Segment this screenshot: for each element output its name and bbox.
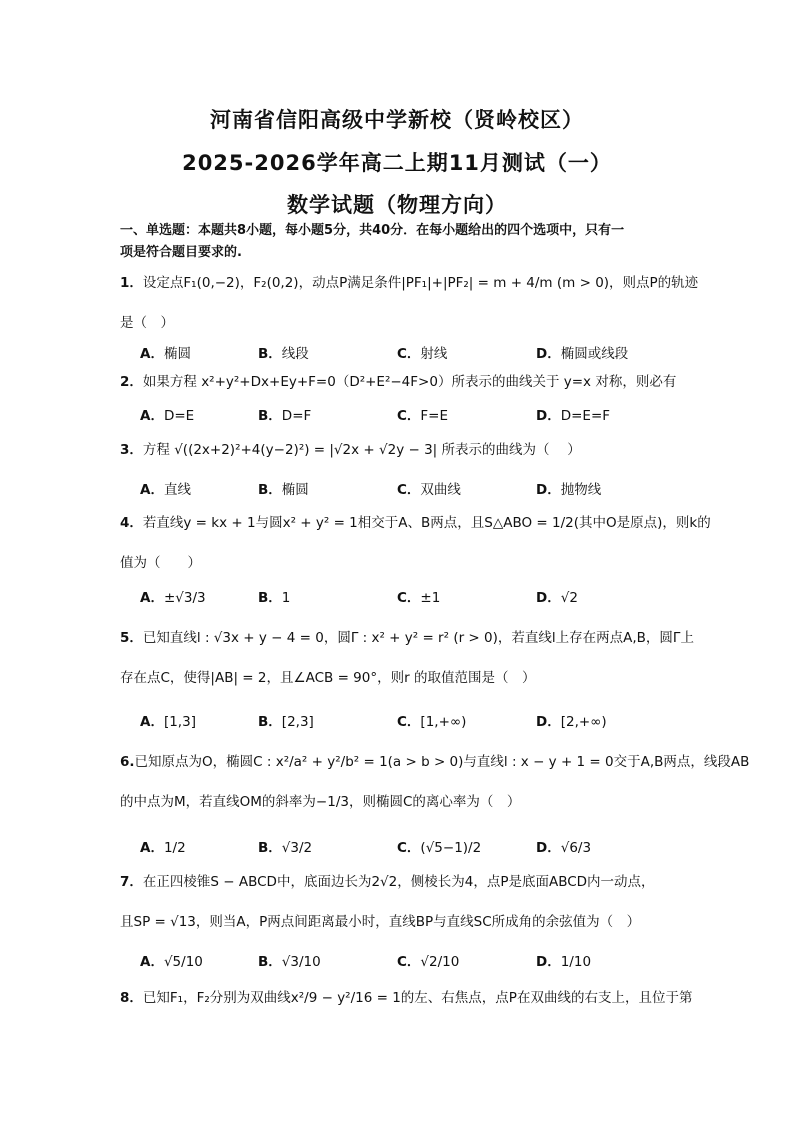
option-b[interactable]: B．线段 — [258, 346, 309, 362]
option-d[interactable]: D．D=E=F — [536, 408, 611, 424]
section-line-2: 项是符合题目要求的. — [120, 245, 242, 260]
option-c[interactable]: C．双曲线 — [397, 482, 461, 498]
options-q3 — [140, 478, 700, 504]
question-number: 2． — [120, 374, 143, 390]
question-text-cont: 是（ ） — [120, 315, 174, 331]
option-d[interactable]: D．√6/3 — [536, 840, 592, 856]
question-8 — [120, 978, 693, 1018]
option-c[interactable]: C．±1 — [397, 590, 441, 606]
option-b[interactable]: B．√3/2 — [258, 840, 313, 856]
question-1 — [120, 263, 699, 343]
option-a[interactable]: A．1/2 — [140, 840, 186, 856]
option-b[interactable]: B．1 — [258, 590, 291, 606]
question-number: 7． — [120, 874, 143, 890]
question-text: 已知原点为O，椭圆C : x²/a² + y²/b² = 1(a > b > 0)与直线l : x − y + 1 = 0交于A,B两点，线段AB — [134, 754, 750, 770]
option-c[interactable]: C．√2/10 — [397, 954, 460, 970]
question-text: 方程 √((2x+2)²+4(y−2)²) = |√2x + √2y − 3| 所表示的曲线为（ ） — [142, 442, 581, 458]
subject-title: 数学试题（物理方向） — [287, 193, 507, 217]
question-number: 6. — [120, 754, 135, 770]
option-b[interactable]: B．椭圆 — [258, 482, 309, 498]
question-3 — [120, 430, 682, 470]
options-q2 — [140, 404, 700, 430]
question-text: 已知F₁，F₂分别为双曲线x²/9 − y²/16 = 1的左、右焦点，点P在双曲线的右支上，且位于第 — [142, 990, 693, 1006]
option-a[interactable]: A．[1,3] — [140, 714, 196, 730]
question-number: 3． — [120, 442, 143, 458]
option-a[interactable]: A．直线 — [140, 482, 191, 498]
question-text: 若直线y = kx + 1与圆x² + y² = 1相交于A、B两点，且S△ABO = 1/2(其中O是原点)，则k的 — [142, 515, 711, 531]
option-a[interactable]: A．椭圆 — [140, 346, 191, 362]
options-q5 — [140, 710, 700, 736]
option-c[interactable]: C．(√5−1)/2 — [397, 840, 482, 856]
option-b[interactable]: B．√3/10 — [258, 954, 321, 970]
option-a[interactable]: A．D=E — [140, 408, 195, 424]
question-number: 8． — [120, 990, 143, 1006]
question-text-cont: 值为（ ） — [120, 555, 201, 571]
option-c[interactable]: C．[1,+∞) — [397, 714, 467, 730]
question-text: 如果方程 x²+y²+Dx+Ey+F=0（D²+E²−4F>0）所表示的曲线关于 y=x 对称，则必有 — [142, 374, 677, 390]
option-c[interactable]: C．F=E — [397, 408, 449, 424]
option-d[interactable]: D．椭圆或线段 — [536, 346, 629, 362]
question-text: 设定点F₁(0,−2)，F₂(0,2)，动点P满足条件|PF₁|+|PF₂| = m + 4/m (m > 0)，则点P的轨迹 — [142, 275, 699, 291]
section-instructions — [120, 220, 680, 264]
question-number: 5． — [120, 630, 143, 646]
option-d[interactable]: D．抛物线 — [536, 482, 602, 498]
option-d[interactable]: D．[2,+∞) — [536, 714, 607, 730]
options-q6 — [140, 836, 700, 862]
option-d[interactable]: D．√2 — [536, 590, 578, 606]
question-text: 在正四棱锥S − ABCD中，底面边长为2√2，侧棱长为4，点P是底面ABCD内一动点， — [142, 874, 655, 890]
section-line-1: 一、单选题：本题共8小题，每小题5分，共40分．在每小题给出的四个选项中，只有一 — [120, 223, 625, 238]
question-4 — [120, 503, 711, 583]
question-text-cont: 的中点为M，若直线OM的斜率为−1/3，则椭圆C的离心率为（ ） — [120, 794, 521, 810]
options-q7 — [140, 950, 700, 976]
question-text-cont: 存在点C，使得|AB| = 2，且∠ACB = 90°，则r 的取值范围是（ ） — [120, 670, 536, 686]
question-text: 已知直线l : √3x + y − 4 = 0，圆Γ : x² + y² = r² (r > 0)，若直线l上存在两点A,B，圆Γ上 — [142, 630, 694, 646]
option-b[interactable]: B．D=F — [258, 408, 312, 424]
option-b[interactable]: B．[2,3] — [258, 714, 314, 730]
question-7 — [120, 862, 682, 942]
option-a[interactable]: A．±√3/3 — [140, 590, 206, 606]
question-number: 4． — [120, 515, 143, 531]
question-2 — [120, 362, 682, 402]
question-text-cont: 且SP = √13，则当A，P两点间距离最小时，直线BP与直线SC所成角的余弦值为（ ） — [120, 914, 641, 930]
option-a[interactable]: A．√5/10 — [140, 954, 203, 970]
question-5 — [120, 618, 694, 698]
option-d[interactable]: D．1/10 — [536, 954, 592, 970]
exam-title: 2025-2026学年高二上期11月测试（一） — [182, 151, 612, 175]
school-title: 河南省信阳高级中学新校（贤岭校区） — [210, 108, 584, 132]
options-q4 — [140, 586, 700, 612]
question-6 — [120, 742, 750, 822]
question-number: 1． — [120, 275, 143, 291]
option-c[interactable]: C．射线 — [397, 346, 448, 362]
